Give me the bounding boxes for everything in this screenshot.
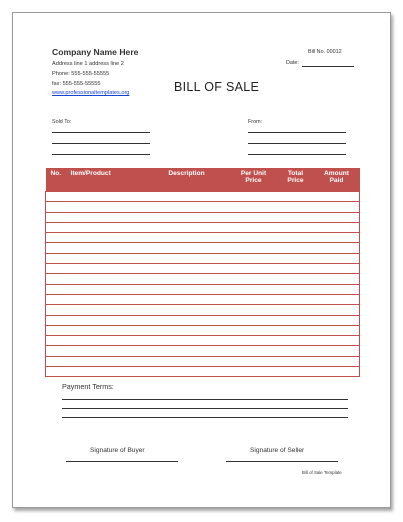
table-row-cell[interactable] [46, 305, 360, 315]
table-row [46, 202, 360, 212]
table-row [46, 284, 360, 294]
date-field[interactable] [302, 66, 354, 67]
company-address: Address line 1 address line 2 [52, 61, 124, 67]
bill-number: Bill No. 00012 [308, 49, 342, 55]
table-row-cell[interactable] [46, 367, 360, 377]
table-row [46, 356, 360, 366]
table-row [46, 367, 360, 377]
sold-to-label: Sold To: [52, 119, 72, 125]
sold-to-line-1[interactable] [52, 132, 150, 133]
col-header-amount-paid: Amount Paid [314, 168, 360, 192]
table-row [46, 325, 360, 335]
col-header-no: No. [46, 168, 70, 192]
table-row-cell[interactable] [46, 253, 360, 263]
table-row-cell[interactable] [46, 294, 360, 304]
payment-terms-line-3[interactable] [62, 417, 348, 418]
table-row-cell[interactable] [46, 336, 360, 346]
signature-buyer-label: Signature of Buyer [90, 447, 145, 454]
company-name: Company Name Here [52, 47, 139, 57]
table-row [46, 233, 360, 243]
col-header-total-price: Total Price [278, 168, 314, 192]
table-row [46, 274, 360, 284]
table-row [46, 305, 360, 315]
from-line-1[interactable] [248, 132, 346, 133]
from-line-3[interactable] [248, 154, 346, 155]
payment-terms-line-2[interactable] [62, 408, 348, 409]
items-table-header-row [46, 168, 360, 192]
table-row [46, 264, 360, 274]
table-row [46, 336, 360, 346]
table-row-cell[interactable] [46, 233, 360, 243]
table-row-cell[interactable] [46, 243, 360, 253]
col-header-item: Item/Product [70, 168, 144, 192]
payment-terms-line-1[interactable] [62, 399, 348, 400]
signature-buyer-line[interactable] [66, 461, 178, 462]
table-row-cell[interactable] [46, 315, 360, 325]
from-line-2[interactable] [248, 143, 346, 144]
table-row [46, 222, 360, 232]
signature-seller-label: Signature of Seller [250, 447, 305, 454]
footer-template-label: Bill of Sale Template [302, 470, 342, 475]
table-row-cell[interactable] [46, 356, 360, 366]
col-header-description: Description [144, 168, 230, 192]
company-website-link[interactable]: www.professionaltemplates.org [52, 90, 130, 96]
table-row [46, 315, 360, 325]
table-row [46, 253, 360, 263]
signature-seller-line[interactable] [226, 461, 338, 462]
date-label: Date: [286, 60, 299, 66]
table-row-cell[interactable] [46, 192, 360, 202]
items-table-body [46, 192, 360, 377]
sold-to-line-2[interactable] [52, 143, 150, 144]
items-table [45, 168, 360, 377]
table-row-cell[interactable] [46, 202, 360, 212]
table-row [46, 192, 360, 202]
table-row [46, 346, 360, 356]
table-row [46, 243, 360, 253]
from-label: From: [248, 119, 263, 125]
company-fax: fax: 555-555-55555 [52, 81, 101, 87]
table-row [46, 212, 360, 222]
company-phone: Phone: 555-555-55555 [52, 71, 110, 77]
table-row-cell[interactable] [46, 346, 360, 356]
table-row-cell[interactable] [46, 325, 360, 335]
col-header-unit-price: Per Unit Price [230, 168, 278, 192]
table-row-cell[interactable] [46, 264, 360, 274]
sold-to-line-3[interactable] [52, 154, 150, 155]
payment-terms-label: Payment Terms: [62, 382, 114, 391]
table-row-cell[interactable] [46, 222, 360, 232]
table-row-cell[interactable] [46, 274, 360, 284]
table-row-cell[interactable] [46, 212, 360, 222]
document-title: BILL OF SALE [174, 80, 260, 94]
table-row [46, 294, 360, 304]
table-row-cell[interactable] [46, 284, 360, 294]
